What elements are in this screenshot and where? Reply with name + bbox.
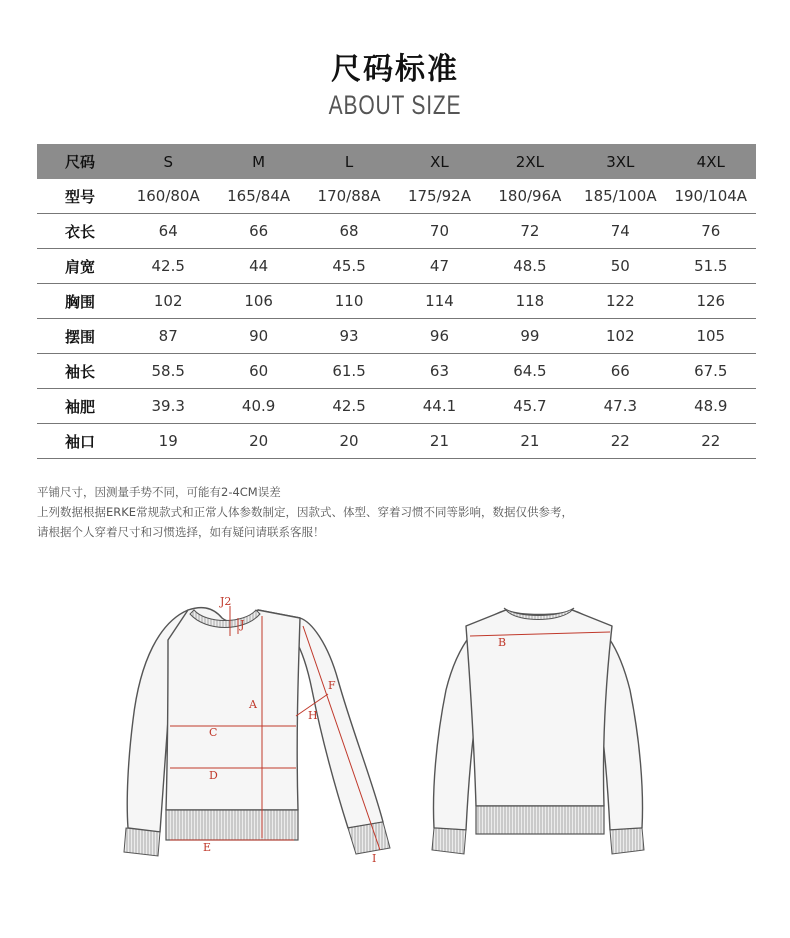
back-garment — [434, 610, 643, 830]
table-cell: 175/92A — [394, 179, 484, 214]
table-cell: 160/80A — [123, 179, 213, 214]
table-cell: 105 — [666, 319, 756, 354]
table-cell: 40.9 — [213, 389, 303, 424]
label-j: J — [240, 618, 245, 631]
page-subtitle: ABOUT SIZE — [328, 90, 462, 120]
size-header-l: L — [304, 144, 394, 179]
label-h: H — [308, 709, 318, 722]
table-cell: 165/84A — [213, 179, 303, 214]
label-f: F — [328, 679, 336, 692]
table-cell: 99 — [485, 319, 575, 354]
table-cell: 66 — [575, 354, 665, 389]
table-cell: 42.5 — [123, 249, 213, 284]
table-cell: 22 — [575, 424, 665, 459]
label-c: C — [209, 726, 218, 739]
table-cell: 114 — [394, 284, 484, 319]
table-cell: 21 — [485, 424, 575, 459]
size-header-m: M — [213, 144, 303, 179]
table-cell: 48.5 — [485, 249, 575, 284]
table-cell: 22 — [666, 424, 756, 459]
size-notes — [37, 482, 757, 542]
table-cell: 87 — [123, 319, 213, 354]
table-row — [37, 319, 756, 354]
table-cell: 44.1 — [394, 389, 484, 424]
row-label: 袖口 — [37, 424, 123, 459]
row-label: 型号 — [37, 179, 123, 214]
size-header-xl: XL — [394, 144, 484, 179]
label-j2: J2 — [220, 595, 232, 608]
table-cell: 118 — [485, 284, 575, 319]
row-label: 胸围 — [37, 284, 123, 319]
table-cell: 63 — [394, 354, 484, 389]
table-cell: 42.5 — [304, 389, 394, 424]
table-cell: 96 — [394, 319, 484, 354]
size-header-s: S — [123, 144, 213, 179]
label-e: E — [203, 841, 212, 854]
back-left-cuff — [432, 828, 466, 854]
table-cell: 45.7 — [485, 389, 575, 424]
measurement-diagram — [0, 560, 790, 890]
table-cell: 170/88A — [304, 179, 394, 214]
size-table — [37, 144, 756, 459]
table-cell: 39.3 — [123, 389, 213, 424]
table-cell: 60 — [213, 354, 303, 389]
table-row — [37, 424, 756, 459]
table-cell: 64 — [123, 214, 213, 249]
table-row — [37, 284, 756, 319]
note-line: 请根据个人穿着尺寸和习惯选择，如有疑问请联系客服！ — [37, 525, 325, 539]
back-hem — [476, 806, 604, 834]
table-cell: 66 — [213, 214, 303, 249]
table-cell: 185/100A — [575, 179, 665, 214]
table-cell: 68 — [304, 214, 394, 249]
table-cell: 126 — [666, 284, 756, 319]
table-cell: 20 — [304, 424, 394, 459]
table-cell: 47 — [394, 249, 484, 284]
size-header-2xl: 2XL — [485, 144, 575, 179]
label-b: B — [498, 636, 507, 649]
label-d: D — [209, 769, 218, 782]
page-title: 尺码标准 — [331, 52, 459, 87]
table-cell: 64.5 — [485, 354, 575, 389]
row-label: 袖长 — [37, 354, 123, 389]
size-header-4xl: 4XL — [666, 144, 756, 179]
table-cell: 44 — [213, 249, 303, 284]
table-cell: 58.5 — [123, 354, 213, 389]
note-line: 上列数据根据ERKE常规款式和正常人体参数制定，因款式、体型、穿着习惯不同等影响，数据仅供参考， — [37, 505, 574, 519]
measure-f-line — [303, 626, 380, 850]
header-label: 尺码 — [37, 144, 123, 179]
size-header-3xl: 3XL — [575, 144, 665, 179]
row-label: 袖肥 — [37, 389, 123, 424]
table-cell: 47.3 — [575, 389, 665, 424]
table-cell: 76 — [666, 214, 756, 249]
row-label: 衣长 — [37, 214, 123, 249]
table-cell: 122 — [575, 284, 665, 319]
table-cell: 110 — [304, 284, 394, 319]
table-cell: 21 — [394, 424, 484, 459]
table-cell: 19 — [123, 424, 213, 459]
table-row — [37, 354, 756, 389]
front-hem — [166, 810, 298, 840]
table-cell: 50 — [575, 249, 665, 284]
table-row — [37, 249, 756, 284]
size-header-row — [37, 144, 756, 179]
row-label: 摆围 — [37, 319, 123, 354]
back-right-cuff — [610, 828, 644, 854]
table-cell: 45.5 — [304, 249, 394, 284]
table-cell: 51.5 — [666, 249, 756, 284]
front-body — [166, 608, 300, 810]
table-cell: 74 — [575, 214, 665, 249]
table-row — [37, 214, 756, 249]
table-cell: 102 — [575, 319, 665, 354]
table-cell: 61.5 — [304, 354, 394, 389]
front-garment — [127, 608, 383, 832]
note-line: 平铺尺寸，因测量手势不同，可能有2-4CM误差 — [37, 485, 281, 499]
label-i: I — [372, 852, 377, 865]
table-cell: 190/104A — [666, 179, 756, 214]
table-cell: 48.9 — [666, 389, 756, 424]
label-a: A — [249, 698, 257, 711]
table-cell: 93 — [304, 319, 394, 354]
table-cell: 102 — [123, 284, 213, 319]
table-row — [37, 389, 756, 424]
back-body — [466, 610, 612, 806]
table-cell: 180/96A — [485, 179, 575, 214]
table-row — [37, 179, 756, 214]
row-label: 肩宽 — [37, 249, 123, 284]
table-cell: 70 — [394, 214, 484, 249]
table-cell: 72 — [485, 214, 575, 249]
table-cell: 106 — [213, 284, 303, 319]
table-cell: 90 — [213, 319, 303, 354]
front-right-cuff — [348, 822, 390, 854]
table-cell: 67.5 — [666, 354, 756, 389]
table-cell: 20 — [213, 424, 303, 459]
front-left-cuff — [124, 828, 160, 856]
